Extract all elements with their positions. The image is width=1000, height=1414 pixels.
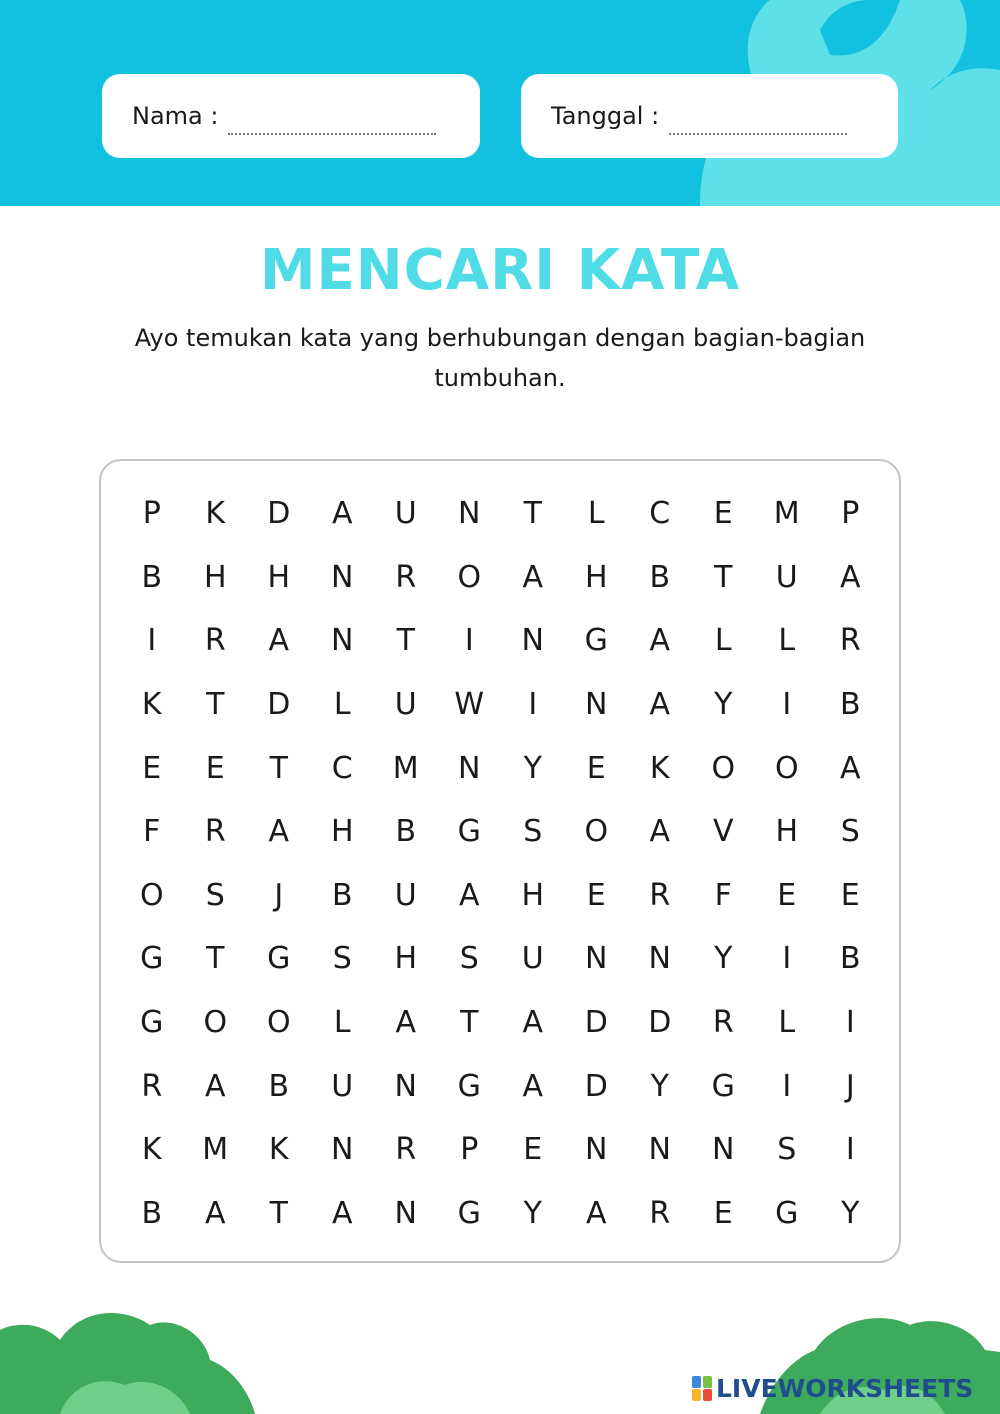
grid-cell[interactable]: R: [649, 1195, 671, 1231]
grid-cell[interactable]: H: [330, 814, 354, 850]
grid-cell[interactable]: Y: [523, 750, 542, 786]
grid-cell[interactable]: I: [845, 1132, 855, 1168]
grid-cell[interactable]: P: [460, 1132, 479, 1168]
page-title: MENCARI KATA: [259, 238, 741, 303]
grid-cell[interactable]: S: [523, 814, 543, 850]
name-input-line[interactable]: [228, 133, 436, 135]
name-field[interactable]: [102, 74, 480, 158]
grid-cell[interactable]: R: [712, 1005, 734, 1041]
grid-cell[interactable]: B: [268, 1068, 290, 1104]
grid-cell[interactable]: P: [841, 496, 860, 532]
grid-cell[interactable]: A: [204, 1195, 226, 1231]
grid-cell[interactable]: B: [331, 877, 353, 913]
grid-cell[interactable]: N: [648, 941, 671, 977]
grid-cell[interactable]: I: [528, 687, 538, 723]
grid-cell[interactable]: N: [394, 1068, 417, 1104]
grid-cell[interactable]: F: [714, 877, 732, 913]
grid-cell[interactable]: C: [649, 496, 671, 532]
grid-cell[interactable]: U: [394, 496, 417, 532]
grid-cell[interactable]: L: [587, 496, 605, 532]
grid-cell[interactable]: G: [140, 941, 164, 977]
grid-cell[interactable]: B: [141, 559, 163, 595]
grid-cell[interactable]: H: [584, 559, 608, 595]
name-label: Nama :: [132, 102, 219, 130]
grid-cell[interactable]: H: [267, 559, 291, 595]
grid-cell[interactable]: B: [649, 559, 671, 595]
grid-cell[interactable]: D: [267, 496, 291, 532]
grid-cell[interactable]: E: [205, 750, 225, 786]
grid-cell[interactable]: A: [522, 559, 544, 595]
grid-cell[interactable]: L: [778, 623, 796, 659]
grid-cell[interactable]: B: [395, 814, 417, 850]
grid-cell[interactable]: I: [147, 623, 157, 659]
grid-cell[interactable]: O: [266, 1005, 291, 1041]
grid-cell[interactable]: I: [782, 941, 792, 977]
grid-cell[interactable]: U: [331, 1068, 354, 1104]
grid-cell[interactable]: R: [204, 814, 226, 850]
grid-cell[interactable]: D: [267, 687, 291, 723]
grid-cell[interactable]: N: [394, 1195, 417, 1231]
grid-cell[interactable]: O: [711, 750, 736, 786]
grid-cell[interactable]: A: [458, 877, 480, 913]
grid-cell[interactable]: A: [331, 496, 353, 532]
grid-cell[interactable]: E: [840, 877, 860, 913]
grid-cell[interactable]: U: [394, 877, 417, 913]
grid-cell[interactable]: N: [521, 623, 544, 659]
grid-cell[interactable]: A: [204, 1068, 226, 1104]
grid-cell[interactable]: G: [711, 1068, 735, 1104]
liveworksheets-watermark: [692, 1374, 973, 1403]
grid-cell[interactable]: I: [782, 1068, 792, 1104]
grid-cell[interactable]: T: [714, 559, 733, 595]
grid-cell[interactable]: E: [713, 496, 733, 532]
grid-cell[interactable]: E: [777, 877, 797, 913]
grid-cell[interactable]: V: [712, 814, 734, 850]
grid-cell[interactable]: T: [269, 750, 288, 786]
grid-cell[interactable]: R: [395, 559, 417, 595]
grid-cell[interactable]: J: [274, 877, 284, 913]
grid-cell[interactable]: J: [845, 1068, 855, 1104]
grid-cell[interactable]: G: [457, 1195, 481, 1231]
grid-cell[interactable]: A: [522, 1005, 544, 1041]
grid-cell[interactable]: T: [269, 1195, 288, 1231]
grid-cell[interactable]: D: [648, 1005, 672, 1041]
grid-cell[interactable]: T: [206, 941, 225, 977]
grid-cell[interactable]: G: [457, 814, 481, 850]
grid-cell[interactable]: A: [649, 814, 671, 850]
grid-cell[interactable]: G: [775, 1195, 799, 1231]
grid-cell[interactable]: N: [458, 750, 481, 786]
grid-cell[interactable]: P: [142, 496, 161, 532]
grid-cell[interactable]: L: [333, 687, 351, 723]
grid-cell[interactable]: O: [774, 750, 799, 786]
grid-cell[interactable]: Y: [714, 941, 733, 977]
grid-cell[interactable]: M: [202, 1132, 229, 1168]
grid-cell[interactable]: N: [712, 1132, 735, 1168]
grid-cell[interactable]: S: [205, 877, 225, 913]
grid-cell[interactable]: A: [522, 1068, 544, 1104]
grid-cell[interactable]: U: [394, 687, 417, 723]
grid-cell[interactable]: A: [649, 687, 671, 723]
grid-cell[interactable]: I: [782, 687, 792, 723]
date-field[interactable]: [521, 74, 898, 158]
grid-cell[interactable]: R: [395, 1132, 417, 1168]
grid-cell[interactable]: I: [464, 623, 474, 659]
grid-cell[interactable]: K: [268, 1132, 289, 1168]
grid-cell[interactable]: K: [141, 1132, 162, 1168]
liveworksheets-logo-icon: [692, 1376, 712, 1402]
grid-cell[interactable]: N: [585, 1132, 608, 1168]
grid-cell[interactable]: F: [143, 814, 161, 850]
grid-cell[interactable]: S: [840, 814, 860, 850]
date-input-line[interactable]: [669, 133, 847, 135]
watermark-text: LIVEWORKSHEETS: [716, 1374, 974, 1403]
grid-cell[interactable]: T: [460, 1005, 479, 1041]
grid-cell[interactable]: M: [773, 496, 800, 532]
grid-cell[interactable]: E: [142, 750, 162, 786]
grid-cell[interactable]: S: [332, 941, 352, 977]
grid-cell[interactable]: A: [268, 623, 290, 659]
grid-cell[interactable]: L: [333, 1005, 351, 1041]
grid-cell[interactable]: S: [777, 1132, 797, 1168]
grid-cell[interactable]: E: [523, 1132, 543, 1168]
grid-cell[interactable]: L: [778, 1005, 796, 1041]
grid-cell[interactable]: K: [205, 496, 226, 532]
grid-cell[interactable]: L: [714, 623, 732, 659]
grid-cell[interactable]: D: [584, 1005, 608, 1041]
grid-cell[interactable]: A: [395, 1005, 417, 1041]
grid-cell[interactable]: R: [141, 1068, 163, 1104]
grid-cell[interactable]: H: [521, 877, 545, 913]
grid-cell[interactable]: T: [396, 623, 415, 659]
grid-cell[interactable]: A: [585, 1195, 607, 1231]
grid-cell[interactable]: G: [267, 941, 291, 977]
grid-cell[interactable]: G: [457, 1068, 481, 1104]
grid-cell[interactable]: H: [775, 814, 799, 850]
grid-cell[interactable]: D: [584, 1068, 608, 1104]
grid-cell[interactable]: N: [458, 496, 481, 532]
grid-cell[interactable]: A: [839, 750, 861, 786]
date-label: Tanggal :: [551, 102, 660, 130]
grid-cell[interactable]: A: [649, 623, 671, 659]
word-search-grid[interactable]: [120, 482, 882, 1245]
grid-cell[interactable]: O: [457, 559, 482, 595]
grid-cell[interactable]: O: [203, 1005, 228, 1041]
grid-cell[interactable]: T: [206, 687, 225, 723]
grid-cell[interactable]: B: [141, 1195, 163, 1231]
grid-cell[interactable]: S: [459, 941, 479, 977]
grid-cell[interactable]: C: [331, 750, 353, 786]
grid-cell[interactable]: K: [141, 687, 162, 723]
grid-cell[interactable]: U: [521, 941, 544, 977]
grid-cell[interactable]: R: [839, 623, 861, 659]
grid-cell[interactable]: N: [331, 1132, 354, 1168]
grid-cell[interactable]: N: [648, 1132, 671, 1168]
grid-cell[interactable]: E: [586, 750, 606, 786]
grid-cell[interactable]: Y: [523, 1195, 542, 1231]
grid-cell[interactable]: N: [331, 559, 354, 595]
grid-cell[interactable]: E: [586, 877, 606, 913]
grid-cell[interactable]: W: [454, 687, 485, 723]
grid-cell[interactable]: B: [839, 941, 861, 977]
grid-cell[interactable]: I: [845, 1005, 855, 1041]
grid-cell[interactable]: T: [523, 496, 542, 532]
grid-cell[interactable]: H: [394, 941, 418, 977]
instructions-text: Ayo temukan kata yang berhubungan dengan bagian-bagian tumbuhan.: [134, 324, 866, 392]
grid-cell[interactable]: N: [585, 941, 608, 977]
grid-cell[interactable]: R: [649, 877, 671, 913]
grid-cell[interactable]: A: [268, 814, 290, 850]
grid-cell[interactable]: B: [839, 687, 861, 723]
grid-cell[interactable]: N: [331, 623, 354, 659]
grid-cell[interactable]: E: [713, 1195, 733, 1231]
grid-cell[interactable]: K: [649, 750, 670, 786]
grid-cell[interactable]: N: [585, 687, 608, 723]
grid-cell[interactable]: Y: [841, 1195, 860, 1231]
grid-cell[interactable]: O: [139, 877, 164, 913]
grid-cell[interactable]: U: [775, 559, 798, 595]
grid-cell[interactable]: Y: [650, 1068, 669, 1104]
grid-cell[interactable]: G: [140, 1005, 164, 1041]
grid-cell[interactable]: Y: [714, 687, 733, 723]
grid-cell[interactable]: H: [203, 559, 227, 595]
grid-cell[interactable]: R: [204, 623, 226, 659]
grid-cell[interactable]: M: [392, 750, 419, 786]
grid-cell[interactable]: G: [584, 623, 608, 659]
grid-cell[interactable]: A: [839, 559, 861, 595]
grid-cell[interactable]: A: [331, 1195, 353, 1231]
grid-cell[interactable]: O: [584, 814, 609, 850]
